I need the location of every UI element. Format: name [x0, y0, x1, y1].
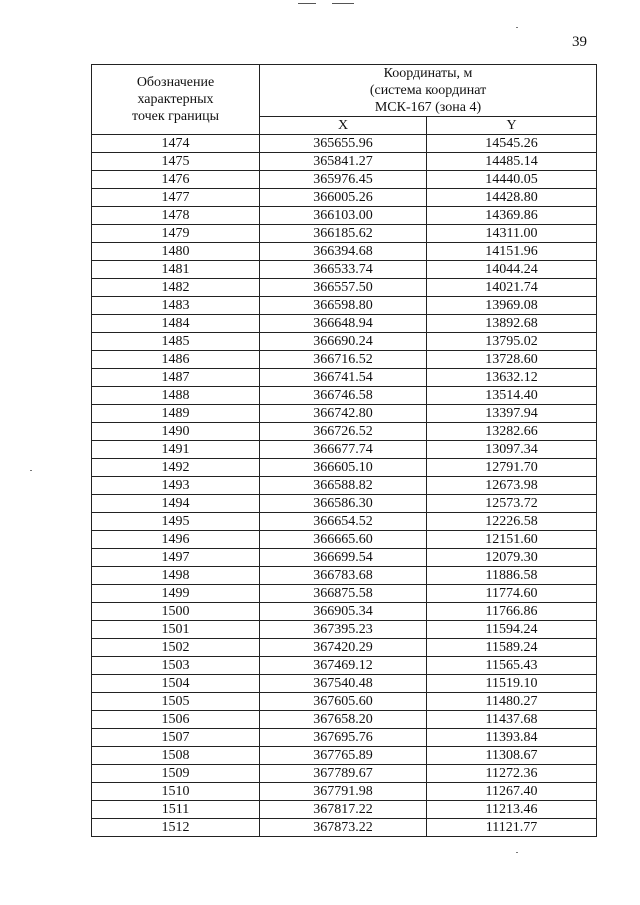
table-row: [92, 621, 597, 639]
cell-x: 366103.00: [260, 207, 427, 225]
table-row: [92, 729, 597, 747]
header-point-designation: [92, 65, 260, 135]
cell-y: 11886.58: [427, 567, 597, 585]
table-row: [92, 459, 597, 477]
scan-speck: [30, 470, 32, 471]
table-row: [92, 279, 597, 297]
cell-x: 367658.20: [260, 711, 427, 729]
cell-point: 1484: [92, 315, 260, 333]
cell-x: 366746.58: [260, 387, 427, 405]
table-row: [92, 819, 597, 837]
cell-point: 1482: [92, 279, 260, 297]
table-row: [92, 549, 597, 567]
cell-point: 1508: [92, 747, 260, 765]
cell-y: 14311.00: [427, 225, 597, 243]
cell-x: 366741.54: [260, 369, 427, 387]
cell-y: 12151.60: [427, 531, 597, 549]
cell-x: 366533.74: [260, 261, 427, 279]
cell-x: 366586.30: [260, 495, 427, 513]
cell-x: 367765.89: [260, 747, 427, 765]
table-row: [92, 243, 597, 261]
cell-y: 11393.84: [427, 729, 597, 747]
cell-y: 13397.94: [427, 405, 597, 423]
table-row: [92, 495, 597, 513]
cell-y: 12079.30: [427, 549, 597, 567]
cell-point: 1497: [92, 549, 260, 567]
cell-point: 1487: [92, 369, 260, 387]
cell-point: 1501: [92, 621, 260, 639]
cell-point: 1475: [92, 153, 260, 171]
cell-x: 366185.62: [260, 225, 427, 243]
cell-x: 366557.50: [260, 279, 427, 297]
cell-x: 365841.27: [260, 153, 427, 171]
cell-y: 14440.05: [427, 171, 597, 189]
cell-point: 1480: [92, 243, 260, 261]
cell-y: 11121.77: [427, 819, 597, 837]
cell-y: 11437.68: [427, 711, 597, 729]
cell-point: 1490: [92, 423, 260, 441]
scan-speck: [516, 27, 518, 28]
table-row: [92, 585, 597, 603]
cell-x: 366875.58: [260, 585, 427, 603]
cell-x: 366605.10: [260, 459, 427, 477]
cell-y: 11213.46: [427, 801, 597, 819]
header-coords-line-3: МСК-167 (зона 4): [374, 100, 482, 115]
cell-y: 12791.70: [427, 459, 597, 477]
cell-x: 367540.48: [260, 675, 427, 693]
cell-x: 366783.68: [260, 567, 427, 585]
cell-point: 1496: [92, 531, 260, 549]
cell-x: 366598.80: [260, 297, 427, 315]
cell-y: 13969.08: [427, 297, 597, 315]
cell-x: 367695.76: [260, 729, 427, 747]
cell-y: 11519.10: [427, 675, 597, 693]
cell-y: 14021.74: [427, 279, 597, 297]
table-row: [92, 693, 597, 711]
cell-x: 366677.74: [260, 441, 427, 459]
cell-y: 13632.12: [427, 369, 597, 387]
table-row: [92, 801, 597, 819]
header-point-line-1: Обозначение: [136, 75, 215, 90]
cell-y: 11308.67: [427, 747, 597, 765]
cell-y: 11272.36: [427, 765, 597, 783]
cell-point: 1479: [92, 225, 260, 243]
cell-x: 366690.24: [260, 333, 427, 351]
cell-y: 12673.98: [427, 477, 597, 495]
table-row: [92, 297, 597, 315]
table-row: [92, 477, 597, 495]
table-row: [92, 765, 597, 783]
table-row: [92, 333, 597, 351]
cell-x: 365655.96: [260, 135, 427, 153]
cell-x: 366654.52: [260, 513, 427, 531]
cell-point: 1495: [92, 513, 260, 531]
cell-y: 13097.34: [427, 441, 597, 459]
header-y: Y: [427, 117, 597, 135]
cell-y: 14428.80: [427, 189, 597, 207]
cell-x: 365976.45: [260, 171, 427, 189]
cell-y: 14369.86: [427, 207, 597, 225]
cell-point: 1504: [92, 675, 260, 693]
table-row: [92, 513, 597, 531]
page-number: 39: [572, 34, 587, 50]
cell-point: 1481: [92, 261, 260, 279]
cell-x: 366005.26: [260, 189, 427, 207]
cell-y: 11594.24: [427, 621, 597, 639]
cell-point: 1485: [92, 333, 260, 351]
cell-x: 367395.23: [260, 621, 427, 639]
table-row: [92, 261, 597, 279]
table-row: [92, 315, 597, 333]
cell-y: 11766.86: [427, 603, 597, 621]
header-coordinates: [260, 65, 597, 117]
cell-y: 14545.26: [427, 135, 597, 153]
cell-point: 1488: [92, 387, 260, 405]
cell-y: 11565.43: [427, 657, 597, 675]
table-row: [92, 657, 597, 675]
cell-y: 12573.72: [427, 495, 597, 513]
table-row: [92, 225, 597, 243]
table-row: [92, 747, 597, 765]
cell-point: 1474: [92, 135, 260, 153]
cell-x: 367605.60: [260, 693, 427, 711]
cell-y: 14485.14: [427, 153, 597, 171]
cell-x: 366699.54: [260, 549, 427, 567]
table-row: [92, 711, 597, 729]
cell-point: 1493: [92, 477, 260, 495]
cell-x: 366648.94: [260, 315, 427, 333]
table-row: [92, 423, 597, 441]
cell-point: 1486: [92, 351, 260, 369]
cell-x: 367420.29: [260, 639, 427, 657]
cell-x: 366394.68: [260, 243, 427, 261]
cell-x: 366742.80: [260, 405, 427, 423]
table-row: [92, 603, 597, 621]
table-row: [92, 531, 597, 549]
table-row: [92, 675, 597, 693]
table-row: [92, 405, 597, 423]
cell-point: 1483: [92, 297, 260, 315]
table-row: [92, 387, 597, 405]
cell-point: 1510: [92, 783, 260, 801]
cell-point: 1505: [92, 693, 260, 711]
cell-y: 13795.02: [427, 333, 597, 351]
table-row: [92, 369, 597, 387]
cell-point: 1476: [92, 171, 260, 189]
cell-y: 11589.24: [427, 639, 597, 657]
cell-point: 1498: [92, 567, 260, 585]
cell-point: 1492: [92, 459, 260, 477]
table-row: [92, 153, 597, 171]
header-point-line-3: точек границы: [132, 109, 219, 124]
table-row: [92, 171, 597, 189]
cell-point: 1489: [92, 405, 260, 423]
cell-point: 1499: [92, 585, 260, 603]
cell-y: 13282.66: [427, 423, 597, 441]
cell-point: 1494: [92, 495, 260, 513]
table-row: [92, 441, 597, 459]
cell-x: 366588.82: [260, 477, 427, 495]
header-coords-line-1: Координаты, м: [383, 66, 473, 81]
table-row: [92, 639, 597, 657]
cell-point: 1503: [92, 657, 260, 675]
cell-y: 13728.60: [427, 351, 597, 369]
cell-x: 367469.12: [260, 657, 427, 675]
header-x: X: [260, 117, 427, 135]
scan-marks: [298, 3, 358, 7]
cell-point: 1509: [92, 765, 260, 783]
cell-point: 1512: [92, 819, 260, 837]
scan-speck: [516, 852, 518, 853]
cell-y: 13514.40: [427, 387, 597, 405]
cell-point: 1502: [92, 639, 260, 657]
header-coords-line-2: (система координат: [369, 83, 487, 98]
cell-x: 367791.98: [260, 783, 427, 801]
table-row: [92, 567, 597, 585]
cell-y: 13892.68: [427, 315, 597, 333]
cell-x: 367873.22: [260, 819, 427, 837]
cell-point: 1477: [92, 189, 260, 207]
cell-y: 11774.60: [427, 585, 597, 603]
cell-x: 366905.34: [260, 603, 427, 621]
cell-point: 1511: [92, 801, 260, 819]
cell-y: 11267.40: [427, 783, 597, 801]
cell-point: 1506: [92, 711, 260, 729]
table-row: [92, 135, 597, 153]
cell-x: 366716.52: [260, 351, 427, 369]
cell-y: 14151.96: [427, 243, 597, 261]
table-row: [92, 351, 597, 369]
table-body: [92, 135, 597, 837]
cell-x: 366665.60: [260, 531, 427, 549]
table-row: [92, 783, 597, 801]
cell-x: 366726.52: [260, 423, 427, 441]
cell-x: 367789.67: [260, 765, 427, 783]
table-row: [92, 189, 597, 207]
cell-point: 1478: [92, 207, 260, 225]
cell-point: 1507: [92, 729, 260, 747]
cell-point: 1491: [92, 441, 260, 459]
table-row: [92, 207, 597, 225]
cell-point: 1500: [92, 603, 260, 621]
cell-y: 14044.24: [427, 261, 597, 279]
cell-x: 367817.22: [260, 801, 427, 819]
cell-y: 12226.58: [427, 513, 597, 531]
cell-y: 11480.27: [427, 693, 597, 711]
header-point-line-2: характерных: [137, 92, 214, 107]
coordinates-table: [91, 64, 597, 837]
